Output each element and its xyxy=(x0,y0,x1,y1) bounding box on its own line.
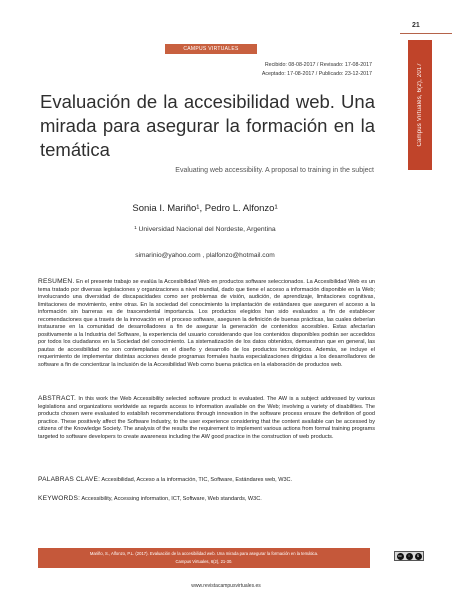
abstract-paragraph xyxy=(38,395,375,441)
palabras-clave-text: Accesibilidad, Acceso a la información, TIC, Software, Estándares web, W3C. xyxy=(101,477,293,483)
received-date: Recibido: 08-08-2017 / Revisado: 17-08-2017 xyxy=(264,62,372,68)
nc-icon: $ xyxy=(415,553,422,560)
cc-icon: cc xyxy=(398,553,402,558)
keywords-paragraph xyxy=(38,495,375,504)
resumen-label: RESUMEN. xyxy=(38,278,75,285)
journal-website[interactable]: www.revistacampusvirtuales.es xyxy=(191,583,261,589)
palabras-clave-label: PALABRAS CLAVE: xyxy=(38,476,101,483)
citation-line-1: Mariño, S., Alfonzo, P.L. (2017). Evaluación de la accesibilidad web. Una mirada para asegurar la formación en la temática. xyxy=(89,551,319,556)
author-emails: simarinio@yahoo.com , plalfonzo@hotmail.com xyxy=(135,252,275,259)
resumen-paragraph xyxy=(38,278,375,370)
article-subtitle: Evaluating web accessibility. A proposal to training in the subject xyxy=(175,167,374,174)
article-authors: Sonia I. Mariño¹, Pedro L. Alfonzo¹ xyxy=(132,203,278,214)
by-icon: i xyxy=(406,553,413,560)
resumen-text: En el presente trabajo se evalúa la Accesibilidad Web en productos software seleccionados. La Accesibilidad Web es un tema tratado por diversas legislaciones y organizaciones a nivel mundial, dado que tiene el acceso a información disponible en la Web; involucrando una diversidad de discapacidades como ser problemas de visión, audición, de aprendizaje, limitaciones cognitivas, limitaciones de movimiento, entre otras. En la sociedad del conocimiento la implantación de estándares que aseguren el acceso a la información sin barreras es de trascendental importancia. Los productos elegidos han sido evaluados a fin de establecer recomendaciones que a través de la innovación en el proceso software, aseguren la definición de buenas prácticas, las cuales deberían instaurarse en la comunidad de desarrolladores a fin de asegurar la generación de contenidos accesibles. Estas afectarían positivamente a la Industria del Software, la experiencia del usuario considerando que los contenidos disponibles podrán ser accedidos por todos los ciudadanos en la Sociedad del conocimiento. La sistematización de los datos obtenidos, demuestran que en general, las pautas de accesibilidad no son contempladas en el diseño y desarrollo de los productos tecnológicos. Además, se incluye el requerimiento de implementar distintas acciones desde programas formales hasta especializaciones dirigidas a los desarrolladores de software a fin de concientizar la inclusión de la Accesibilidad Web como buena práctica en la elaboración de productos web. xyxy=(38,279,376,369)
citation-footer xyxy=(38,548,370,568)
article-title: Evaluación de la accesibilidad web. Una mirada para asegurar la formación en la temática xyxy=(40,91,375,160)
keywords-text: Accessibility, Accessing information, ICT, Software, Web standards, W3C. xyxy=(81,496,262,502)
palabras-clave-paragraph xyxy=(38,476,375,485)
journal-side-label: Campus Virtuales, 6(2), 2017 xyxy=(417,63,423,147)
abstract-label: ABSTRACT. xyxy=(38,395,77,402)
header-rule xyxy=(400,33,452,34)
citation-line-2: Campus Virtuales, 6(2), 21-30. xyxy=(175,559,233,564)
accepted-date: Aceptado: 17-08-2017 / Publicado: 23-12-2017 xyxy=(261,71,372,77)
abstract-text: In this work the Web Accessibility selected software product is evaluated. The AW is a subject addressed by various legislations and organizations worldwide as regards access to information available on the Web; involving a variety of disabilities. The products chosen were evaluated to establish recommendations through innovation in the software process ensure the definition of good practice. These positively affect the Software Industry, to the user experience considering that the content available can be accessed by citizens of the Knowledge Society. The analysis of the results the requirement to implement various actions from formal training programs targeted to software developers to create awareness including the AW good practice in the construction of web products. xyxy=(38,396,376,440)
cc-license-badge xyxy=(394,551,424,561)
article-dates xyxy=(262,61,372,79)
page-number: 21 xyxy=(412,22,420,29)
section-tag: CAMPUS VIRTUALES xyxy=(165,44,257,54)
journal-side-band xyxy=(408,40,432,170)
author-affiliation: ¹ Universidad Nacional del Nordeste, Argentina xyxy=(134,226,276,233)
keywords-label: KEYWORDS: xyxy=(38,495,81,502)
